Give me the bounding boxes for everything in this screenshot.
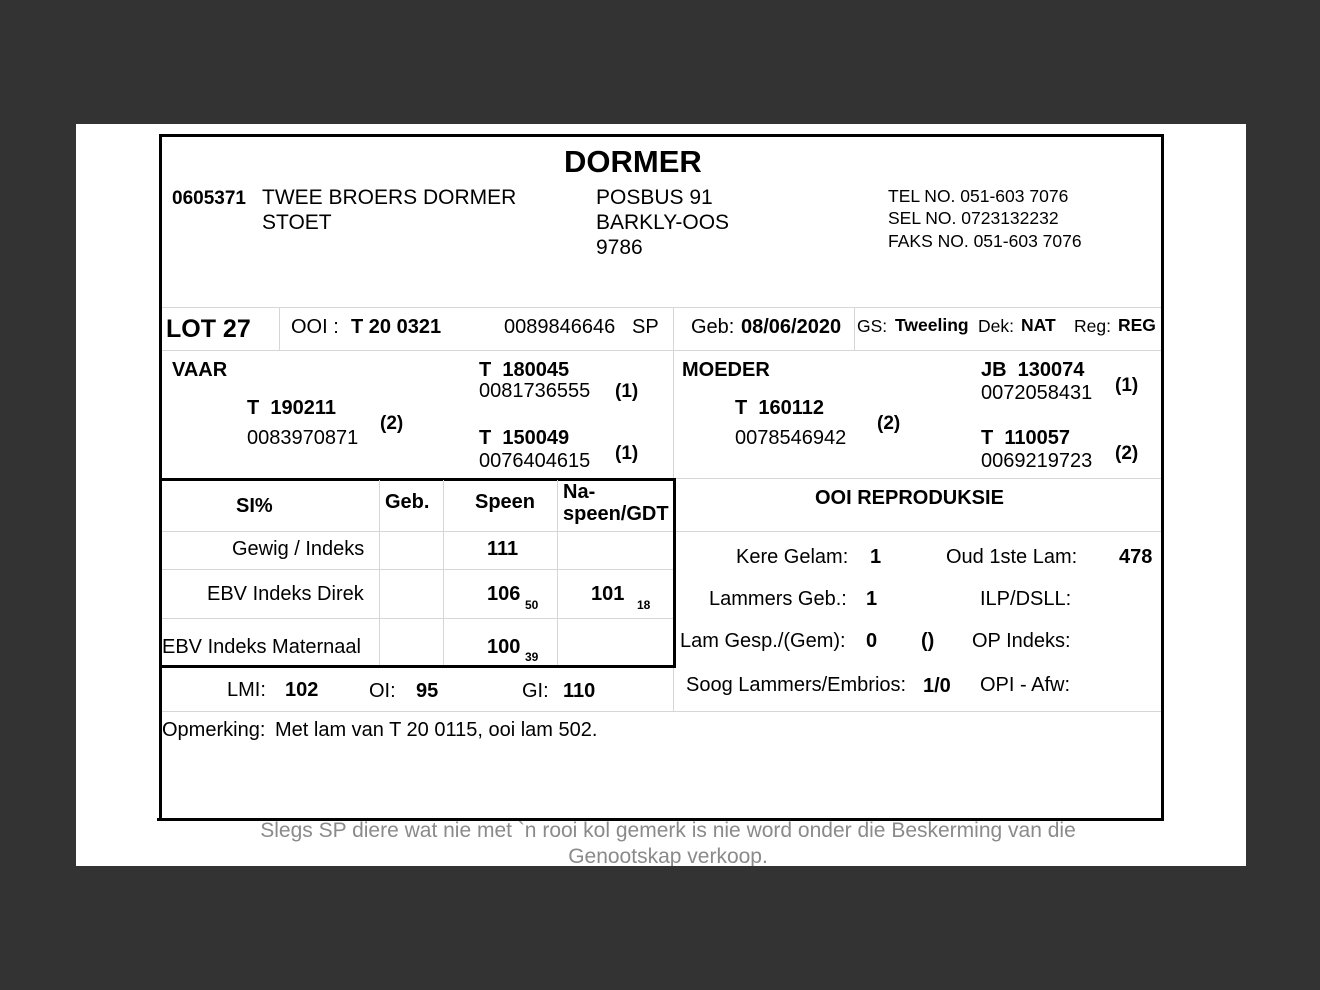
vaar-dam-id: T 150049 [479,427,570,449]
reg-value: REG [1118,315,1156,335]
divider [676,531,1161,532]
lam-gesp-value: 0 [866,630,878,652]
gs-value: Tweeling [895,315,969,335]
lammers-geb-value: 1 [866,588,878,610]
address-line: BARKLY-OOS [596,211,730,234]
frame-right [1161,134,1164,821]
dek-label: Dek: [978,316,1014,336]
vaar-label: VAAR [172,359,228,381]
oud-1ste-lam-value: 478 [1119,546,1153,568]
si-na-value: 101 [591,583,625,605]
moeder-number: 0078546942 [735,427,847,449]
divider [162,307,1161,308]
divider [162,618,673,619]
contact-faks: FAKS NO. 051-603 7076 [888,231,1082,251]
si-speen-value: 100 [487,636,521,658]
si-header-na-line2: speen/GDT [563,503,669,525]
divider [557,480,558,665]
moeder-id: T 160112 [735,397,824,419]
si-speen-accuracy: 39 [525,650,539,664]
divider [162,569,673,570]
footer-disclaimer: Slegs SP diere wat nie met `n rooi kol gemerk is nie word onder die Beskerming van die [260,819,1076,842]
divider [162,711,1161,712]
lammers-geb-label: Lammers Geb.: [709,588,847,610]
si-header-geb: Geb. [385,491,430,513]
vaar-sire-mark: (1) [615,381,639,402]
gi-label: GI: [522,680,549,702]
si-speen-value: 106 [487,583,521,605]
address-line: 9786 [596,236,643,259]
divider [673,668,674,711]
breeder-name: TWEE BROERS DORMER [262,186,517,209]
registration-number: 0089846646 [504,316,616,338]
sp-marker: SP [632,316,659,338]
ilp-dsll-label: ILP/DSLL: [980,588,1072,610]
si-table-right [673,478,676,668]
vaar-sire-id: T 180045 [479,359,570,381]
vaar-mark: (2) [380,413,404,434]
address-line: POSBUS 91 [596,186,713,209]
lmi-label: LMI: [227,679,266,701]
divider [673,350,674,478]
page-title: DORMER [564,144,702,179]
breeder-number: 0605371 [172,188,246,209]
opi-afw-label: OPI - Afw: [980,674,1071,696]
lmi-value: 102 [285,679,319,701]
moeder-dam-id: T 110057 [981,427,1070,449]
divider [443,480,444,665]
contact-tel: TEL NO. 051-603 7076 [888,186,1069,206]
si-row-label: EBV Indeks Maternaal [162,636,361,658]
soog-lammers-value: 1/0 [923,675,951,697]
vaar-dam-mark: (1) [615,443,639,464]
breeder-name-line2: STOET [262,211,332,234]
si-speen-value: 111 [487,538,519,560]
lam-gesp-label: Lam Gesp./(Gem): [680,630,846,652]
divider [162,531,673,532]
divider [854,307,855,350]
moeder-label: MOEDER [682,359,770,381]
vaar-id: T 190211 [247,397,336,419]
catalogue-page [76,124,1246,866]
oi-value: 95 [416,680,439,702]
moeder-dam-number: 0069219723 [981,450,1093,472]
birth-date: 08/06/2020 [741,316,842,338]
moeder-sire-id: JB 130074 [981,359,1085,381]
vaar-number: 0083970871 [247,427,359,449]
vaar-sire-number: 0081736555 [479,380,591,402]
divider [379,480,380,665]
gs-label: GS: [857,316,888,336]
birth-date-label: Geb: [691,316,735,338]
si-table-top [160,478,676,481]
moeder-mark: (2) [877,413,901,434]
frame-top [159,134,1164,137]
si-header-si: SI% [236,495,273,517]
si-header-speen: Speen [475,491,536,513]
moeder-dam-mark: (2) [1115,443,1139,464]
reproduction-title: OOI REPRODUKSIE [815,487,1004,509]
divider [676,478,1161,479]
si-row-label: EBV Indeks Direk [207,583,364,605]
si-speen-accuracy: 50 [525,598,539,612]
dek-value: NAT [1021,315,1056,335]
si-na-accuracy: 18 [637,598,651,612]
divider [673,307,674,350]
kere-gelam-value: 1 [870,546,882,568]
si-row-label: Gewig / Indeks [232,538,365,560]
remark-label: Opmerking: [162,719,266,741]
si-table-bottom [160,665,676,668]
reg-label: Reg: [1074,316,1111,336]
lot-number: LOT 27 [166,315,251,343]
si-header-na: Na- [563,481,596,503]
gi-value: 110 [563,680,596,702]
divider [162,350,1161,351]
oi-label: OI: [369,680,396,702]
moeder-sire-mark: (1) [1115,375,1139,396]
ooi-id: T 20 0321 [351,316,442,338]
lam-gesp-gem: () [921,630,935,652]
contact-sel: SEL NO. 0723132232 [888,208,1059,228]
oud-1ste-lam-label: Oud 1ste Lam: [946,546,1078,568]
soog-lammers-label: Soog Lammers/Embrios: [686,674,907,696]
divider [279,307,280,350]
ooi-label: OOI : [291,316,339,338]
kere-gelam-label: Kere Gelam: [736,546,849,568]
op-indeks-label: OP Indeks: [972,630,1071,652]
vaar-dam-number: 0076404615 [479,450,591,472]
footer-disclaimer-line2: Genootskap verkoop. [568,845,768,866]
remark-text: Met lam van T 20 0115, ooi lam 502. [275,719,598,741]
moeder-sire-number: 0072058431 [981,382,1093,404]
